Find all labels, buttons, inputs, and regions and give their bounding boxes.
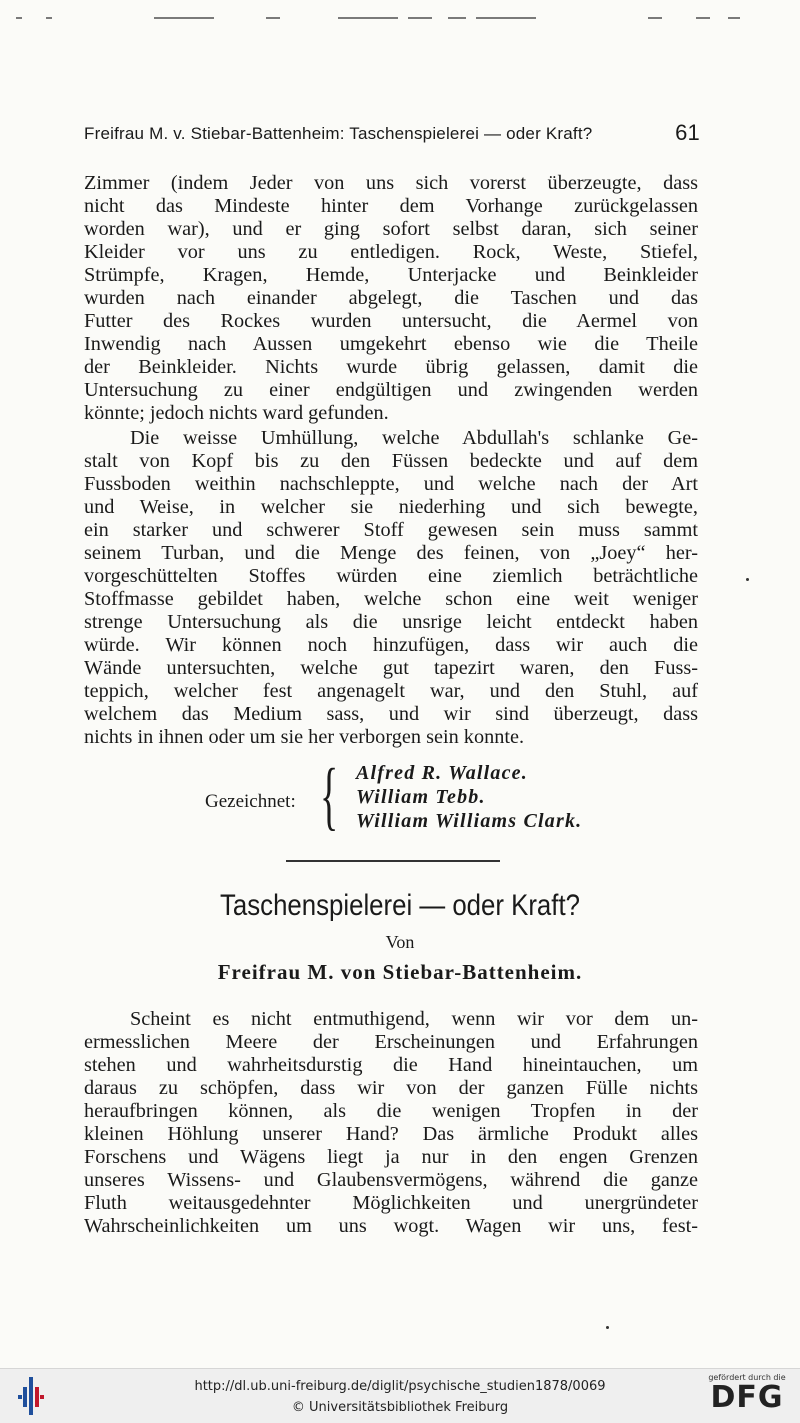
byline-prefix: Von (385, 932, 415, 952)
text-line: könnte; jedoch nichts ward gefunden. (84, 402, 389, 424)
text-line: der Beinkleider. Nichts wurde übrig gelassen, damit die (84, 356, 698, 378)
text-line: Forschens und Wägens liegt ja nur in den engen Grenzen (84, 1146, 698, 1168)
margin-speck (746, 578, 749, 581)
text-line: stehen und wahrheitsdurstig die Hand hineintauchen, um (84, 1054, 698, 1076)
dfg-logo[interactable] (702, 1373, 792, 1421)
section-divider (286, 860, 500, 862)
permalink-url[interactable]: http://dl.ub.uni-freiburg.de/diglit/psychische_studien1878/0069 (194, 1379, 606, 1394)
article-author: Freifrau M. von Stiebar-Battenheim. (217, 960, 583, 984)
text-line: Fussboden weithin nachschleppte, und welche nach der Art (84, 473, 698, 495)
text-line: Scheint es nicht entmuthigend, wenn wir vor dem un- (130, 1008, 698, 1030)
running-head (84, 120, 700, 145)
text-line: ein starker und schwerer Stoff gewesen sein muss sammt (84, 519, 698, 541)
text-line: stalt von Kopf bis zu den Füssen bedeckte und auf dem (84, 450, 698, 472)
text-line: nicht das Mindeste hinter dem Vorhange zurückgelassen (84, 195, 698, 217)
text-line: kleinen Höhlung unserer Hand? Das ärmliche Produkt alles (84, 1123, 698, 1145)
text-line: ermesslichen Meere der Erscheinungen und Erfahrungen (84, 1031, 698, 1053)
text-line: strenge Untersuchung als die unsrige leicht entdeckt haben (84, 611, 698, 633)
signatory-name: William Williams Clark. (356, 810, 583, 832)
text-line: Kleider vor uns zu entledigen. Rock, Weste, Stiefel, (84, 241, 698, 263)
text-line: heraufbringen können, als die wenigen Tropfen in der (84, 1100, 698, 1122)
text-line: Inwendig nach Aussen umgekehrt ebenso wie die Theile (84, 333, 698, 355)
copyright-notice: © Universitätsbibliothek Freiburg (291, 1400, 509, 1415)
text-line: nichts in ihnen oder um sie her verborgen sein konnte. (84, 726, 525, 748)
signatory-name: William Tebb. (356, 786, 486, 808)
text-line: Fluth weitausgedehnter Möglichkeiten und unergründeter (84, 1192, 698, 1214)
text-line: und Weise, in welcher sie niederhing und sich bewegte, (84, 496, 698, 518)
page-number: 61 (675, 120, 700, 145)
text-line: daraus zu schöpfen, dass wir von der ganzen Fülle nichts (84, 1077, 698, 1099)
text-line: teppich, welcher fest angenagelt war, und den Stuhl, auf (84, 680, 698, 702)
curly-brace-icon: { (320, 754, 339, 838)
text-line: Zimmer (indem Jeder von uns sich vorerst überzeugte, dass (84, 172, 698, 194)
margin-speck (606, 1326, 609, 1329)
text-line: seinem Turban, und die Menge des feinen, von „Joey“ her- (84, 542, 698, 564)
text-line: welchem das Medium sass, und wir sind überzeugt, dass (84, 703, 698, 725)
text-line: würde. Wir können noch hinzufügen, dass wir auch die (84, 634, 698, 656)
text-line: unseres Wissens- und Glaubensvermögens, während die ganze (84, 1169, 698, 1191)
dfg-caption: gefördert durch die (708, 1373, 786, 1382)
text-line: Wahrscheinlichkeiten um uns wogt. Wagen wir uns, fest- (84, 1215, 698, 1237)
text-line: Die weisse Umhüllung, welche Abdullah's schlanke Ge- (130, 427, 698, 449)
text-line: Wände untersuchten, welche gut tapezirt waren, den Fuss- (84, 657, 698, 679)
signature-label: Gezeichnet: (205, 791, 296, 812)
text-line: Futter des Rockes wurden untersucht, die Aermel von (84, 310, 698, 332)
text-line: wurden nach einander abgelegt, die Taschen und das (84, 287, 698, 309)
viewer-footer (0, 1368, 800, 1423)
text-line: Stoffmasse gebildet haben, welche schon eine weit weniger (84, 588, 698, 610)
text-line: worden war), und er ging sofort selbst daran, sich seiner (84, 218, 698, 240)
text-line: Strümpfe, Kragen, Hemde, Unterjacke und Beinkleider (84, 264, 698, 286)
dfg-wordmark: DFG (710, 1380, 784, 1415)
running-title: Freifrau M. v. Stiebar-Battenheim: Taschenspielerei — oder Kraft? (84, 124, 593, 143)
text-line: vorgeschüttelten Stoffes würden eine ziemlich beträchtliche (84, 565, 698, 587)
article-title: Taschenspielerei — oder Kraft? (220, 889, 580, 922)
signatory-name: Alfred R. Wallace. (356, 762, 528, 784)
scan-edge-marks (16, 14, 786, 22)
text-line: Untersuchung zu einer endgültigen und zwingenden werden (84, 379, 698, 401)
